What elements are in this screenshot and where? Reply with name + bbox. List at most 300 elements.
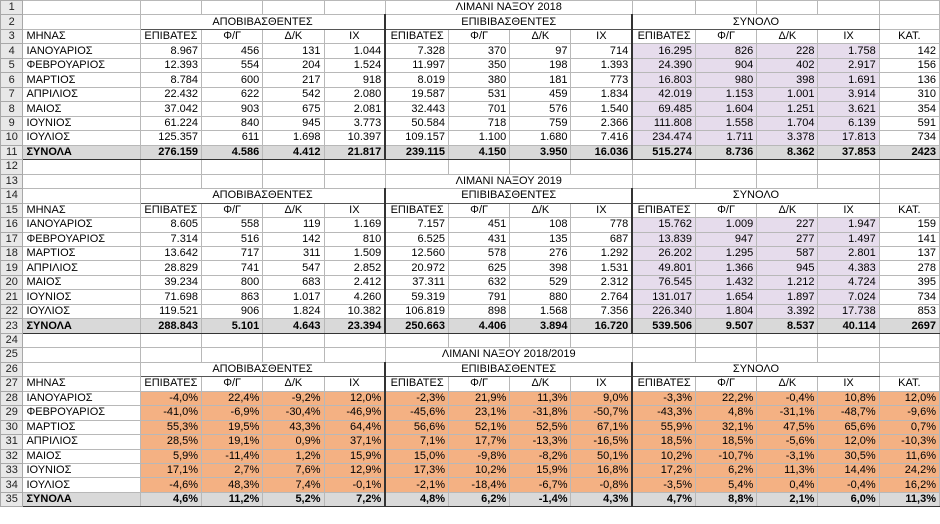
empty-cell[interactable] [818,1,879,15]
group-header[interactable]: ΣΥΝΟΛΟ [632,189,879,203]
value-cell[interactable]: 542 [263,87,324,101]
value-cell[interactable]: 611 [202,131,263,145]
value-cell[interactable]: -31,1% [757,406,818,420]
row-number[interactable]: 19 [1,261,23,275]
value-cell[interactable]: 39.234 [140,275,201,289]
value-cell[interactable]: 142 [263,232,324,246]
empty-cell[interactable] [632,1,695,15]
empty-cell[interactable] [202,333,263,347]
value-cell[interactable]: 547 [263,261,324,275]
value-cell[interactable]: -8,2% [510,449,571,463]
value-cell[interactable]: 6,2% [696,464,757,478]
column-header[interactable]: Δ/Κ [757,377,818,391]
column-header[interactable]: ΕΠΙΒΑΤΕΣ [385,29,448,43]
month-cell[interactable]: ΙΟΥΝΙΟΣ [23,464,140,478]
row-number[interactable]: 21 [1,290,23,304]
value-cell[interactable]: 0,4% [757,478,818,492]
value-cell[interactable]: 217 [263,73,324,87]
month-cell[interactable]: ΜΑΙΟΣ [23,449,140,463]
value-cell[interactable]: 1.711 [696,131,757,145]
value-cell[interactable]: 4.724 [818,275,879,289]
month-cell[interactable]: ΙΑΝΟΥΑΡΙΟΣ [23,44,140,58]
value-cell[interactable]: 17,2% [632,464,695,478]
value-cell[interactable]: -3,1% [757,449,818,463]
value-cell[interactable]: 0,9% [263,435,324,449]
value-cell[interactable]: 625 [449,261,510,275]
total-cell[interactable]: 9.507 [696,319,757,333]
empty-cell[interactable] [202,160,263,174]
empty-cell[interactable] [879,15,939,29]
value-cell[interactable]: 3.773 [324,116,385,130]
value-cell[interactable]: 28,5% [140,435,201,449]
value-cell[interactable]: -2,3% [385,391,448,405]
month-cell[interactable]: ΑΠΡΙΛΙΟΣ [23,435,140,449]
column-header[interactable]: Φ/Γ [696,203,757,217]
value-cell[interactable]: 903 [202,102,263,116]
empty-cell[interactable] [757,333,818,347]
row-number[interactable]: 24 [1,333,23,347]
total-cell[interactable]: 6,2% [449,492,510,506]
value-cell[interactable]: 1.212 [757,275,818,289]
value-cell[interactable]: 1.568 [510,304,571,318]
empty-cell[interactable] [202,348,263,362]
value-cell[interactable]: 1.251 [757,102,818,116]
value-cell[interactable]: -9,6% [879,406,939,420]
value-cell[interactable]: 10,2% [632,449,695,463]
column-header[interactable]: ΕΠΙΒΑΤΕΣ [385,203,448,217]
value-cell[interactable]: 675 [263,102,324,116]
value-cell[interactable]: 531 [449,87,510,101]
value-cell[interactable]: 3.621 [818,102,879,116]
value-cell[interactable]: 1.691 [818,73,879,87]
column-header[interactable]: ΕΠΙΒΑΤΕΣ [385,377,448,391]
value-cell[interactable]: 398 [757,73,818,87]
value-cell[interactable]: 141 [879,232,939,246]
value-cell[interactable]: 4.383 [818,261,879,275]
value-cell[interactable]: 5,4% [696,478,757,492]
value-cell[interactable]: -0,8% [571,478,632,492]
value-cell[interactable]: 19.587 [385,87,448,101]
month-cell[interactable]: ΙΟΥΛΙΟΣ [23,304,140,318]
value-cell[interactable]: 683 [263,275,324,289]
empty-cell[interactable] [696,174,757,188]
value-cell[interactable]: 1.804 [696,304,757,318]
value-cell[interactable]: 76.545 [632,275,695,289]
value-cell[interactable]: 8.605 [140,218,201,232]
total-cell[interactable]: 515.274 [632,145,695,159]
value-cell[interactable]: 311 [263,246,324,260]
group-header[interactable]: ΕΠΙΒΙΒΑΣΘΕΝΤΕΣ [385,362,632,376]
group-header[interactable]: ΕΠΙΒΙΒΑΣΘΕΝΤΕΣ [385,189,632,203]
value-cell[interactable]: 52,5% [510,420,571,434]
column-header[interactable]: ΙΧ [571,29,632,43]
group-header[interactable]: ΕΠΙΒΙΒΑΣΘΕΝΤΕΣ [385,15,632,29]
value-cell[interactable]: 17,3% [385,464,448,478]
value-cell[interactable]: 22,2% [696,391,757,405]
column-header[interactable]: Δ/Κ [263,377,324,391]
value-cell[interactable]: 840 [202,116,263,130]
value-cell[interactable]: -31,8% [510,406,571,420]
value-cell[interactable]: 15,9% [324,449,385,463]
month-cell[interactable]: ΦΕΒΡΟΥΑΡΙΟΣ [23,406,140,420]
total-label[interactable]: ΣΥΝΟΛΑ [23,492,140,506]
value-cell[interactable]: 587 [757,246,818,260]
group-header[interactable]: ΑΠΟΒΙΒΑΣΘΕΝΤΕΣ [140,362,385,376]
month-cell[interactable]: ΦΕΒΡΟΥΑΡΙΟΣ [23,58,140,72]
empty-cell[interactable] [324,1,385,15]
value-cell[interactable]: 7.024 [818,290,879,304]
empty-cell[interactable] [23,333,140,347]
empty-cell[interactable] [140,160,201,174]
empty-cell[interactable] [140,1,201,15]
value-cell[interactable]: 142 [879,44,939,58]
value-cell[interactable]: 0,7% [879,420,939,434]
value-cell[interactable]: 21,9% [449,391,510,405]
column-header[interactable]: Φ/Γ [696,29,757,43]
value-cell[interactable]: 10,8% [818,391,879,405]
value-cell[interactable]: 1.295 [696,246,757,260]
value-cell[interactable]: 853 [879,304,939,318]
value-cell[interactable]: 10,2% [449,464,510,478]
value-cell[interactable]: 18,5% [696,435,757,449]
value-cell[interactable]: 11.997 [385,58,448,72]
value-cell[interactable]: 576 [510,102,571,116]
column-header[interactable]: Φ/Γ [449,203,510,217]
row-number[interactable]: 23 [1,319,23,333]
value-cell[interactable]: 131 [263,44,324,58]
value-cell[interactable]: 1.153 [696,87,757,101]
value-cell[interactable]: 19,1% [202,435,263,449]
row-number[interactable]: 12 [1,160,23,174]
value-cell[interactable]: 37.042 [140,102,201,116]
value-cell[interactable]: 4,8% [696,406,757,420]
empty-cell[interactable] [263,160,324,174]
value-cell[interactable]: 717 [202,246,263,260]
empty-cell[interactable] [324,348,385,362]
row-number[interactable]: 16 [1,218,23,232]
group-header[interactable]: ΑΠΟΒΙΒΑΣΘΕΝΤΕΣ [140,15,385,29]
value-cell[interactable]: 49.801 [632,261,695,275]
value-cell[interactable]: 278 [879,261,939,275]
group-header[interactable]: ΣΥΝΟΛΟ [632,362,879,376]
total-label[interactable]: ΣΥΝΟΛΑ [23,319,140,333]
value-cell[interactable]: 48,3% [202,478,263,492]
value-cell[interactable]: 1.834 [571,87,632,101]
total-cell[interactable]: 16.720 [571,319,632,333]
value-cell[interactable]: 16,2% [879,478,939,492]
total-label[interactable]: ΣΥΝΟΛΑ [23,145,140,159]
value-cell[interactable]: 1.169 [324,218,385,232]
value-cell[interactable]: 12,0% [879,391,939,405]
value-cell[interactable]: 17,7% [449,435,510,449]
row-number[interactable]: 35 [1,492,23,506]
column-header[interactable]: ΜΗΝΑΣ [23,377,140,391]
column-header[interactable]: ΙΧ [818,29,879,43]
month-cell[interactable]: ΙΟΥΛΙΟΣ [23,131,140,145]
value-cell[interactable]: 2.312 [571,275,632,289]
column-header[interactable]: Δ/Κ [263,203,324,217]
value-cell[interactable]: 15.762 [632,218,695,232]
value-cell[interactable]: 11,3% [757,464,818,478]
value-cell[interactable]: 826 [696,44,757,58]
value-cell[interactable]: 47,5% [757,420,818,434]
value-cell[interactable]: 7.416 [571,131,632,145]
value-cell[interactable]: 61.224 [140,116,201,130]
value-cell[interactable]: 23,1% [449,406,510,420]
total-cell[interactable]: 11,3% [879,492,939,506]
row-number[interactable]: 31 [1,435,23,449]
block-title[interactable]: ΛΙΜΑΝΙ ΝΑΞΟΥ 2018 [385,1,632,15]
row-number[interactable]: 26 [1,362,23,376]
value-cell[interactable]: 456 [202,44,263,58]
value-cell[interactable]: -0,4% [818,478,879,492]
value-cell[interactable]: 1.654 [696,290,757,304]
value-cell[interactable]: 370 [449,44,510,58]
row-number[interactable]: 18 [1,246,23,260]
empty-cell[interactable] [879,160,939,174]
total-cell[interactable]: 239.115 [385,145,448,159]
row-number[interactable]: 2 [1,15,23,29]
value-cell[interactable]: 554 [202,58,263,72]
value-cell[interactable]: 7,1% [385,435,448,449]
value-cell[interactable]: 26.202 [632,246,695,260]
value-cell[interactable]: 687 [571,232,632,246]
empty-cell[interactable] [140,333,201,347]
value-cell[interactable]: 198 [510,58,571,72]
column-header[interactable]: Δ/Κ [757,203,818,217]
value-cell[interactable]: 2.412 [324,275,385,289]
empty-cell[interactable] [818,333,879,347]
value-cell[interactable]: 1.947 [818,218,879,232]
row-number[interactable]: 27 [1,377,23,391]
value-cell[interactable]: 1.558 [696,116,757,130]
row-number[interactable]: 3 [1,29,23,43]
empty-cell[interactable] [571,333,632,347]
empty-cell[interactable] [757,174,818,188]
month-cell[interactable]: ΙΟΥΛΙΟΣ [23,478,140,492]
value-cell[interactable]: 227 [757,218,818,232]
value-cell[interactable]: 19,5% [202,420,263,434]
empty-cell[interactable] [696,333,757,347]
value-cell[interactable]: 778 [571,218,632,232]
total-cell[interactable]: 5.101 [202,319,263,333]
value-cell[interactable]: -11,4% [202,449,263,463]
value-cell[interactable]: 17.813 [818,131,879,145]
row-number[interactable]: 17 [1,232,23,246]
empty-cell[interactable] [385,333,448,347]
month-cell[interactable]: ΙΟΥΝΙΟΣ [23,290,140,304]
empty-cell[interactable] [23,160,140,174]
month-cell[interactable]: ΦΕΒΡΟΥΑΡΙΟΣ [23,232,140,246]
value-cell[interactable]: 395 [879,275,939,289]
column-header[interactable]: ΚΑΤ. [879,203,939,217]
value-cell[interactable]: 228 [757,44,818,58]
value-cell[interactable]: 7,4% [263,478,324,492]
empty-cell[interactable] [632,348,695,362]
total-cell[interactable]: 11,2% [202,492,263,506]
value-cell[interactable]: 918 [324,73,385,87]
value-cell[interactable]: 810 [324,232,385,246]
value-cell[interactable]: 226.340 [632,304,695,318]
value-cell[interactable]: 718 [449,116,510,130]
value-cell[interactable]: 1.540 [571,102,632,116]
value-cell[interactable]: 32,1% [696,420,757,434]
value-cell[interactable]: 16,8% [571,464,632,478]
empty-cell[interactable] [324,333,385,347]
value-cell[interactable]: 1.001 [757,87,818,101]
value-cell[interactable]: 600 [202,73,263,87]
value-cell[interactable]: -43,3% [632,406,695,420]
value-cell[interactable]: 1.100 [449,131,510,145]
empty-cell[interactable] [510,333,571,347]
value-cell[interactable]: 945 [757,261,818,275]
value-cell[interactable]: 380 [449,73,510,87]
value-cell[interactable]: 52,1% [449,420,510,434]
column-header[interactable]: Φ/Γ [449,377,510,391]
value-cell[interactable]: 64,4% [324,420,385,434]
column-header[interactable]: ΕΠΙΒΑΤΕΣ [140,377,201,391]
value-cell[interactable]: -10,3% [879,435,939,449]
value-cell[interactable]: 22,4% [202,391,263,405]
column-header[interactable]: Φ/Γ [202,377,263,391]
value-cell[interactable]: 904 [696,58,757,72]
column-header[interactable]: ΙΧ [324,377,385,391]
value-cell[interactable]: -16,5% [571,435,632,449]
empty-cell[interactable] [23,174,140,188]
value-cell[interactable]: 6.139 [818,116,879,130]
value-cell[interactable]: 24.390 [632,58,695,72]
value-cell[interactable]: 69.485 [632,102,695,116]
value-cell[interactable]: 43,3% [263,420,324,434]
total-cell[interactable]: 4,6% [140,492,201,506]
empty-cell[interactable] [879,333,939,347]
value-cell[interactable]: 18,5% [632,435,695,449]
value-cell[interactable]: 1.680 [510,131,571,145]
value-cell[interactable]: -0,1% [324,478,385,492]
value-cell[interactable]: 7.157 [385,218,448,232]
value-cell[interactable]: 1.292 [571,246,632,260]
value-cell[interactable]: 50,1% [571,449,632,463]
value-cell[interactable]: 1.604 [696,102,757,116]
empty-cell[interactable] [632,160,695,174]
row-number[interactable]: 13 [1,174,23,188]
total-cell[interactable]: 4.412 [263,145,324,159]
value-cell[interactable]: 276 [510,246,571,260]
value-cell[interactable]: -4,0% [140,391,201,405]
month-cell[interactable]: ΙΟΥΝΙΟΣ [23,116,140,130]
empty-cell[interactable] [324,160,385,174]
value-cell[interactable]: 578 [449,246,510,260]
value-cell[interactable]: -50,7% [571,406,632,420]
value-cell[interactable]: 1,2% [263,449,324,463]
value-cell[interactable]: 906 [202,304,263,318]
value-cell[interactable]: -45,6% [385,406,448,420]
empty-cell[interactable] [510,160,571,174]
group-header[interactable]: ΑΠΟΒΙΒΑΣΘΕΝΤΕΣ [140,189,385,203]
total-cell[interactable]: 3.894 [510,319,571,333]
month-cell[interactable]: ΑΠΡΙΛΙΟΣ [23,261,140,275]
month-cell[interactable]: ΜΑΙΟΣ [23,275,140,289]
value-cell[interactable]: 2.366 [571,116,632,130]
value-cell[interactable]: 12.393 [140,58,201,72]
total-cell[interactable]: 2,1% [757,492,818,506]
value-cell[interactable]: -0,4% [757,391,818,405]
column-header[interactable]: Φ/Γ [696,377,757,391]
value-cell[interactable]: 863 [202,290,263,304]
value-cell[interactable]: 12,0% [324,391,385,405]
value-cell[interactable]: 759 [510,116,571,130]
value-cell[interactable]: 55,3% [140,420,201,434]
empty-cell[interactable] [263,333,324,347]
total-cell[interactable]: 4.643 [263,319,324,333]
column-header[interactable]: Δ/Κ [510,203,571,217]
value-cell[interactable]: 1.897 [757,290,818,304]
empty-cell[interactable] [23,348,140,362]
value-cell[interactable]: 9,0% [571,391,632,405]
value-cell[interactable]: -6,9% [202,406,263,420]
value-cell[interactable]: 111.808 [632,116,695,130]
value-cell[interactable]: 773 [571,73,632,87]
month-cell[interactable]: ΙΑΝΟΥΑΡΙΟΣ [23,391,140,405]
value-cell[interactable]: 106.819 [385,304,448,318]
row-number[interactable]: 29 [1,406,23,420]
value-cell[interactable]: 880 [510,290,571,304]
empty-cell[interactable] [449,333,510,347]
value-cell[interactable]: 529 [510,275,571,289]
value-cell[interactable]: 1.044 [324,44,385,58]
value-cell[interactable]: 67,1% [571,420,632,434]
empty-cell[interactable] [23,15,140,29]
month-cell[interactable]: ΜΑΡΤΙΟΣ [23,73,140,87]
value-cell[interactable]: 17,1% [140,464,201,478]
value-cell[interactable]: 15,9% [510,464,571,478]
value-cell[interactable]: 714 [571,44,632,58]
empty-cell[interactable] [757,1,818,15]
value-cell[interactable]: 234.474 [632,131,695,145]
row-number[interactable]: 5 [1,58,23,72]
row-number[interactable]: 10 [1,131,23,145]
column-header[interactable]: ΚΑΤ. [879,29,939,43]
value-cell[interactable]: 37,1% [324,435,385,449]
value-cell[interactable]: 1.531 [571,261,632,275]
empty-cell[interactable] [879,1,939,15]
value-cell[interactable]: 1.017 [263,290,324,304]
column-header[interactable]: ΕΠΙΒΑΤΕΣ [632,29,695,43]
total-cell[interactable]: 6,0% [818,492,879,506]
value-cell[interactable]: 7.328 [385,44,448,58]
value-cell[interactable]: -3,5% [632,478,695,492]
value-cell[interactable]: 37.311 [385,275,448,289]
value-cell[interactable]: 12.560 [385,246,448,260]
column-header[interactable]: ΕΠΙΒΑΤΕΣ [632,203,695,217]
total-cell[interactable]: 4,3% [571,492,632,506]
total-cell[interactable]: 4.586 [202,145,263,159]
value-cell[interactable]: 3.392 [757,304,818,318]
total-cell[interactable]: 8.362 [757,145,818,159]
value-cell[interactable]: 42.019 [632,87,695,101]
month-cell[interactable]: ΑΠΡΙΛΙΟΣ [23,87,140,101]
total-cell[interactable]: 37.853 [818,145,879,159]
total-cell[interactable]: 4.150 [449,145,510,159]
value-cell[interactable]: 6.525 [385,232,448,246]
group-header[interactable]: ΣΥΝΟΛΟ [632,15,879,29]
value-cell[interactable]: 800 [202,275,263,289]
row-number[interactable]: 25 [1,348,23,362]
value-cell[interactable]: 3.378 [757,131,818,145]
empty-cell[interactable] [23,1,140,15]
empty-cell[interactable] [757,348,818,362]
column-header[interactable]: ΜΗΝΑΣ [23,29,140,43]
